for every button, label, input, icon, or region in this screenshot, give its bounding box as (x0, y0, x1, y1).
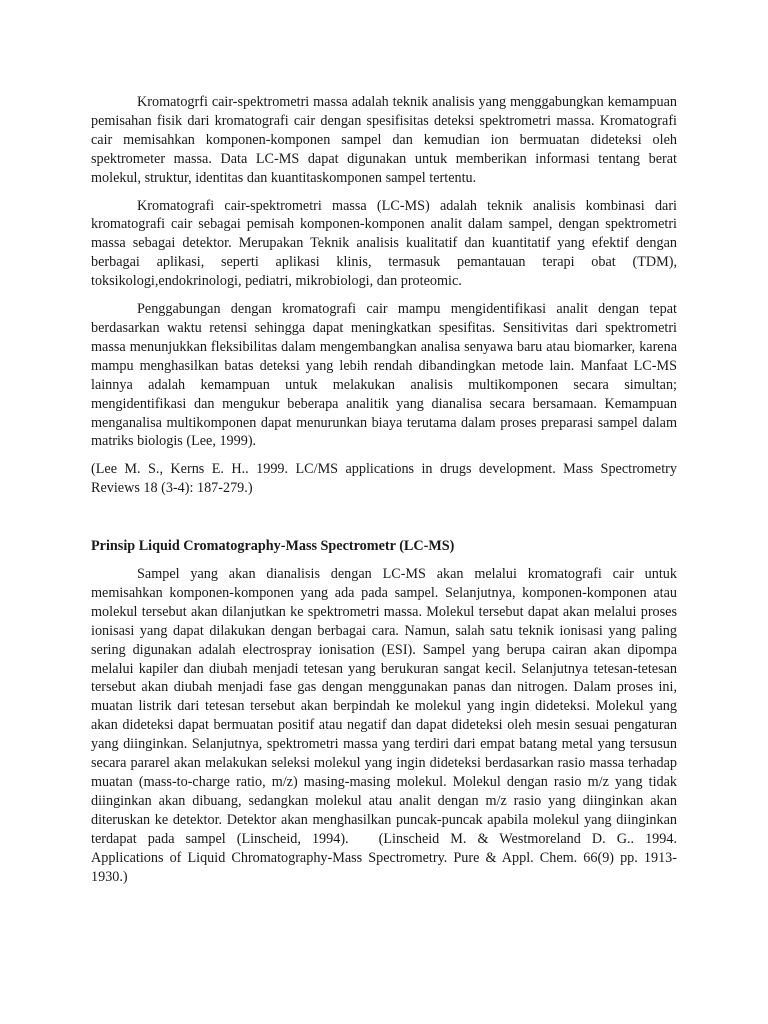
reference-linscheid-1994: (Linscheid M. & Westmoreland D. G.. 1994. Applications of Liquid Chromatography-Mass Spectrometry. Pure & Appl. Chem. 66(9) pp. 1913-1930.) (91, 830, 677, 885)
document-page (91, 93, 677, 886)
paragraph-lcms-principle (91, 565, 677, 886)
paragraph-lcms-intro: Kromatogrfi cair-spektrometri massa adalah teknik analisis yang menggabungkan kemampuan pemisahan fisik dari kromatografi cair dengan spesifisitas deteksi spektrometri massa. Kromatografi cair memisahkan komponen-komponen sampel dan kemudian ion bermuatan dideteksi oleh spektrometer massa. Data LC-MS dapat digunakan untuk memberikan informasi tentang berat molekul, struktur, identitas dan kuantitaskomponen sampel tertentu. (91, 94, 677, 186)
paragraph-lcms-advantages: Penggabungan dengan kromatografi cair mampu mengidentifikasi analit dengan tepat berdasarkan waktu retensi sehingga dapat meningkatkan spesifitas. Sensitivitas dari spektrometri massa menunjukkan fleksibilitas dalam mengembangkan analisa senyawa baru atau biomarker, karena mampu menghasilkan batas deteksi yang lebih rendah dibandingkan metode lain. Manfaat LC-MS lainnya adalah kemampuan untuk melakukan analisis multikomponen secara simultan; mengidentifikasi dan mengukur beberapa analitik yang dianalisa secara bersamaan. Kemampuan menganalisa multikomponen dapat menurunkan biaya terutama dalam proses preparasi sampel dalam matriks biologis (Lee, 1999). (91, 301, 677, 450)
reference-lee-1999: (Lee M. S., Kerns E. H.. 1999. LC/MS applications in drugs development. Mass Spectrometry Reviews 18 (3-4): 187-279.) (91, 461, 677, 497)
section-heading: Prinsip Liquid Cromatography-Mass Spectrometr (LC-MS) (91, 538, 455, 555)
principle-body: Sampel yang akan dianalisis dengan LC-MS akan melalui kromatografi cair untuk memisahkan komponen-komponen yang ada pada sampel. Selanjutnya, komponen-komponen atau molekul tersebut akan dilanjutkan ke spektrometri massa. Molekul tersebut dapat akan melalui proses ionisasi yang dapat dilakukan dengan berbagai cara. Namun, salah satu teknik ionisasi yang paling sering digunakan adalah electrospray ionisation (ESI). Sampel yang berupa cairan akan dipompa melalui kapiler dan diubah menjadi tetesan yang berukuran sangat kecil. Selanjutnya tetesan-tetesan tersebut akan diubah menjadi fase gas dengan menggunakan panas dan nitrogen. Dalam proses ini, muatan listrik dari tetesan tersebut akan berpindah ke molekul yang ingin dideteksi. Molekul yang akan dideteksi dapat bermuatan positif atau negatif dan dapat dideteksi oleh mesin sesuai pengaturan yang diinginkan. Selanjutnya, spektrometri massa yang terdiri dari empat batang metal yang tersusun secara pararel akan melakukan seleksi molekul yang ingin dideteksi berdasarkan rasio massa terhadap muatan (mass-to-charge ratio, m/z) masing-masing molekul. Molekul dengan rasio m/z yang tidak diinginkan akan dibuang, sedangkan molekul atau analit dengan m/z rasio yang diinginkan akan diteruskan ke detektor. Detektor akan menghasilkan puncak-puncak apabila molekul yang diinginkan terdapat pada sampel (Linscheid, 1994). (91, 566, 677, 847)
paragraph-lcms-definition: Kromatografi cair-spektrometri massa (LC-MS) adalah teknik analisis kombinasi dari kromatografi cair sebagai pemisah komponen-komponen analit dalam sampel, dengan spektrometri massa sebagai detektor. Merupakan Teknik analisis kualitatif dan kuantitatif yang efektif dengan berbagai aplikasi, seperti aplikasi klinis, termasuk pemantauan terapi obat (TDM), toksikologi,endokrinologi, pediatri, mikrobiologi, dan proteomic. (91, 197, 677, 290)
